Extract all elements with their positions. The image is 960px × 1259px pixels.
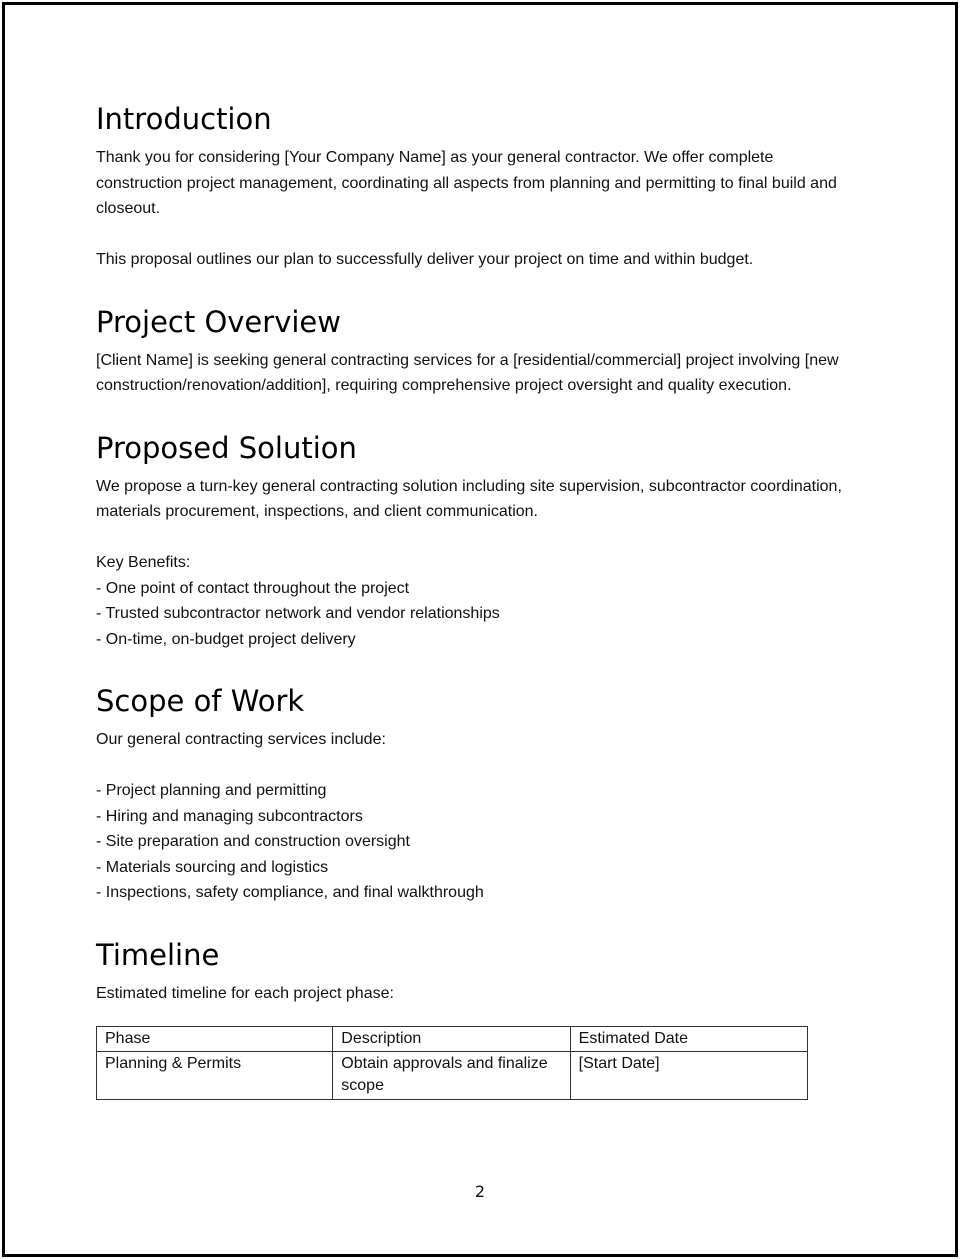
section-gap [96, 399, 856, 430]
page-content [96, 101, 856, 1100]
project-overview-paragraph: [Client Name] is seeking general contracting services for a [residential/commercial] project involving [new construction/renovation/addition], requiring comprehensive project oversight and quality execution. [96, 351, 839, 394]
document-page [2, 2, 958, 1257]
section-gap [96, 273, 856, 304]
table-cell-phase: Planning & Permits [97, 1051, 333, 1099]
introduction-paragraph-1: Thank you for considering [Your Company Name] as your general contractor. We offer complete construction project management, coordinating all aspects from planning and permitting to final build and closeout. [96, 149, 837, 217]
list-item: - Trusted subcontractor network and vendor relationships [96, 601, 856, 627]
column-header-phase: Phase [97, 1027, 333, 1052]
list-item: - One point of contact throughout the project [96, 576, 856, 602]
list-item: - Project planning and permitting [96, 778, 856, 804]
list-item: - On-time, on-budget project delivery [96, 627, 856, 653]
timeline-intro: Estimated timeline for each project phase: [96, 984, 394, 1002]
introduction-heading: Introduction [96, 102, 272, 136]
project-overview-heading: Project Overview [96, 304, 341, 339]
list-item: - Materials sourcing and logistics [96, 855, 856, 881]
list-item: - Inspections, safety compliance, and final walkthrough [96, 880, 856, 906]
section-gap [96, 652, 856, 683]
key-benefits-list [96, 576, 856, 653]
paragraph-gap [96, 525, 856, 551]
timeline-heading: Timeline [96, 937, 220, 972]
list-item: - Site preparation and construction oversight [96, 829, 856, 855]
paragraph-gap [96, 753, 856, 779]
paragraph-gap [96, 222, 856, 248]
proposed-solution-paragraph: We propose a turn-key general contracting solution including site supervision, subcontractor coordination, materials procurement, inspections, and client communication. [96, 477, 842, 520]
scope-of-work-list [96, 778, 856, 906]
introduction-paragraph-2: This proposal outlines our plan to successfully deliver your project on time and within budget. [96, 251, 754, 268]
scope-of-work-intro: Our general contracting services include: [96, 731, 386, 748]
scope-of-work-heading: Scope of Work [96, 684, 305, 718]
column-header-description: Description [333, 1027, 570, 1052]
table-cell-description: Obtain approvals and finalize scope [333, 1051, 570, 1099]
column-header-estimated-date: Estimated Date [570, 1027, 807, 1052]
page-number: 2 [474, 1182, 486, 1201]
proposed-solution-heading: Proposed Solution [96, 430, 357, 465]
section-gap [96, 906, 856, 937]
table-header-row [97, 1027, 808, 1052]
table-row [97, 1051, 808, 1099]
timeline-table [96, 1026, 808, 1100]
table-cell-estimated-date: [Start Date] [570, 1051, 807, 1099]
list-item: - Hiring and managing subcontractors [96, 804, 856, 830]
key-benefits-label: Key Benefits: [96, 554, 191, 571]
